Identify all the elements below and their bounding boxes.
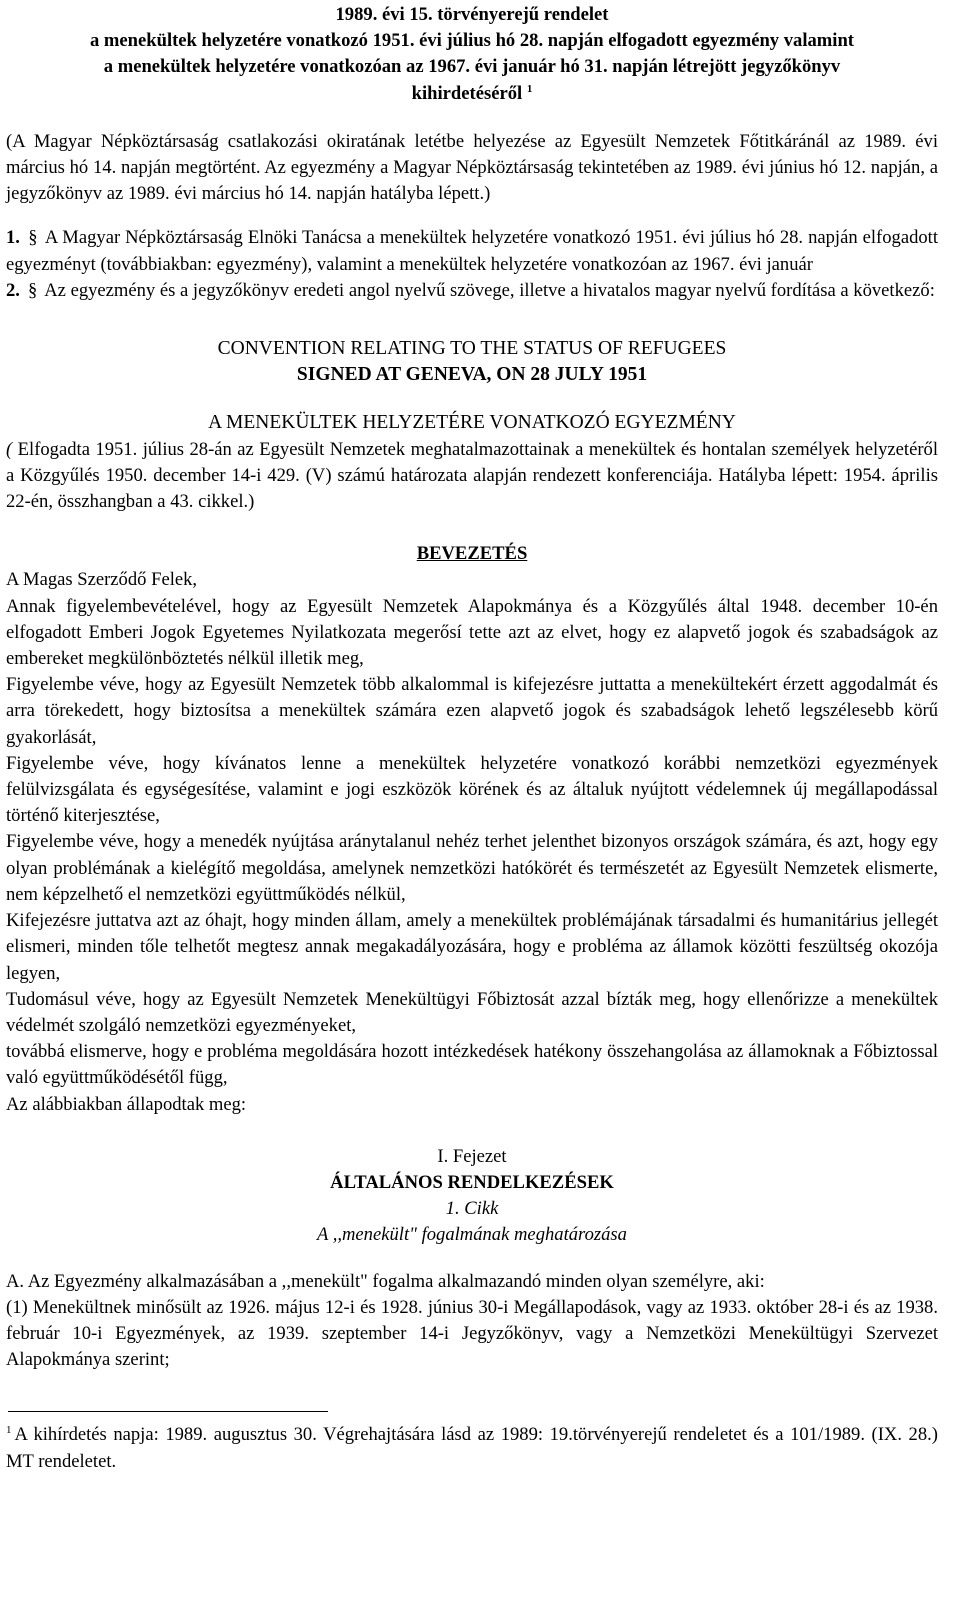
convention-title-en: CONVENTION RELATING TO THE STATUS OF REFUGEES: [217, 338, 727, 360]
preamble-paragraph: továbbá elismerve, hogy e probléma megoldására hozott intézkedések hatékony összehangolása az államoknak a Főbiztossal való együttműködésétől függ,: [6, 1041, 938, 1089]
article-title: A ,,menekült" fogalmának meghatározása: [317, 1224, 627, 1246]
footnote-mark: 1: [6, 1424, 12, 1437]
title-line: 1989. évi 15. törvényerejű rendelet: [335, 4, 609, 25]
title-line: [6, 81, 938, 107]
preamble-paragraph: Annak figyelembevételével, hogy az Egyesült Nemzetek Alapokmánya és a Közgyűlés által 1948. december 10-én elfogadott Emberi Jogok Egyetemes Nyilatkozata megerősí tette azt az elvet, hogy ez alapvető jogok és szabadságok az embereket megkülönböztetés nélkül illetik meg,: [6, 595, 938, 670]
preamble-paragraph: Figyelembe véve, hogy a menedék nyújtása aránytalanul nehéz terhet jelenthet bizonyos országok számára, és azt, hogy egy olyan problémának a kielégítő megoldása, amelynek nemzetközi hatókörét és természetét az Egyesült Nemzetek elismerte, nem képzelhető el nemzetközi együttműködés nélkül,: [6, 831, 938, 905]
preamble-paragraph: Figyelembe véve, hogy az Egyesült Nemzetek több alkalommal is kifejezésre juttatta a menekültekért érzett aggodalmát és arra törekedett, hogy biztosítsa a menekültek számára ezen alapvető jogok és szabadságok lehető legszélesebb körű gyakorlását,: [6, 674, 938, 748]
preamble-paragraph: Az alábbiakban állapodtak meg:: [6, 1093, 247, 1115]
convention-adoption: [6, 437, 938, 516]
footnote: [6, 1422, 938, 1474]
document-title: [6, 0, 938, 107]
title-line: a menekültek helyzetére vonatkozóan az 1967. évi január hó 31. napján létrejött jegyzőkönyv: [103, 56, 841, 78]
section-number: 2.: [6, 279, 20, 301]
preamble-parties: A Magas Szerződő Felek,: [6, 569, 198, 591]
title-line: a menekültek helyzetére vonatkozó 1951. évi július hó 28. napján elfogadott egyezmény valamint: [89, 30, 854, 52]
section-text: A Magyar Népköztársaság Elnöki Tanácsa a menekültek helyzetére vonatkozó 1951. évi július hó 28. napján elfogadott egyezményt (továbbiakban: egyezmény), valamint a menekültek helyzetére vonatkozóan az 1967. évi január: [6, 227, 939, 275]
convention-signed: SIGNED AT GENEVA, ON 28 JULY 1951: [296, 364, 648, 386]
preamble-paragraph: Kifejezésre juttatva azt az óhajt, hogy minden állam, amely a menekültek problémájának társadalmi és humanitárius jellegét elismeri, minden tőle telhetőt megtesz annak megakadályozására, hogy e probléma az államok közötti feszültség okozója legyen,: [6, 910, 938, 984]
section-1: [6, 225, 938, 277]
preamble-paragraph: Figyelembe véve, hogy kívánatos lenne a menekültek helyzetére vonatkozó korábbi nemzetközi egyezmények felülvizsgálata és egységesítése, valamint e jogi eszközök körének és az általuk nyújtott védelemnek új megállapodással történő kiterjesztése,: [6, 752, 938, 827]
paragraph-sign: §: [28, 227, 38, 249]
section-text: Az egyezmény és a jegyzőkönyv eredeti angol nyelvű szövege, illetve a hivatalos magyar nyelvű fordítása a következő:: [44, 279, 935, 301]
article-number: 1. Cikk: [445, 1198, 499, 1220]
section-2: [6, 278, 938, 304]
section-number: 1.: [6, 227, 20, 249]
intro-paragraph: (A Magyar Népköztársaság csatlakozási okiratának letétbe helyezése az Egyesült Nemzetek Főtitkáránál az 1989. évi március hó 14. napján megtörtént. Az egyezmény a Magyar Népköztársaság tekintetében az 1989. évi június hó 12. napján, a jegyzőkönyv az 1989. évi március hó 14. napján hatályba lépett.): [6, 130, 938, 205]
preamble-heading: BEVEZETÉS: [416, 543, 528, 565]
paragraph-sign: §: [27, 279, 38, 301]
footnote-divider: [8, 1411, 328, 1412]
title-line-text: kihirdetéséről: [411, 82, 523, 104]
chapter-title: ÁLTALÁNOS RENDELKEZÉSEK: [330, 1171, 614, 1193]
convention-title-hu: A MENEKÜLTEK HELYZETÉRE VONATKOZÓ EGYEZMÉNY: [208, 412, 736, 434]
adoption-open-paren: (: [6, 438, 13, 460]
footnote-text: A kihírdetés napja: 1989. augusztus 30. Végrehajtására lásd az 1989: 19.törvényerejű rendeletet és a 101/1989. (IX. 28.) MT rendeletet.: [6, 1424, 938, 1472]
article-paragraph: (1) Menekültnek minősült az 1926. május 12-i és 1928. június 30-i Megállapodások, vagy az 1933. október 28-i és az 1938. február 10-i Egyezmények, az 1939. szeptember 14-i Jegyzőkönyv, vagy a Nemzetközi Menekültügyi Szervezet Alapokmánya szerint;: [6, 1296, 938, 1371]
article-paragraph: A. Az Egyezmény alkalmazásában a ,,menekült" fogalma alkalmazandó minden olyan személyre, aki:: [6, 1270, 765, 1292]
chapter-number: I. Fejezet: [437, 1145, 507, 1167]
adoption-text: Elfogadta 1951. július 28-án az Egyesült Nemzetek meghatalmazottainak a menekültek és hontalan személyek helyzetéről a Közgyűlés 1950. december 14-i 429. (V) számú határozata alapján rendezett konferenciája. Hatályba lépett: 1954. április 22-én, összhangban a 43. cikkel.): [6, 438, 938, 513]
footnote-reference[interactable]: 1: [526, 82, 533, 95]
preamble-paragraph: Tudomásul véve, hogy az Egyesült Nemzetek Menekültügyi Főbiztosát azzal bízták meg, hogy ellenőrizze a menekültek védelmét szolgáló nemzetközi egyezményeket,: [6, 988, 938, 1036]
